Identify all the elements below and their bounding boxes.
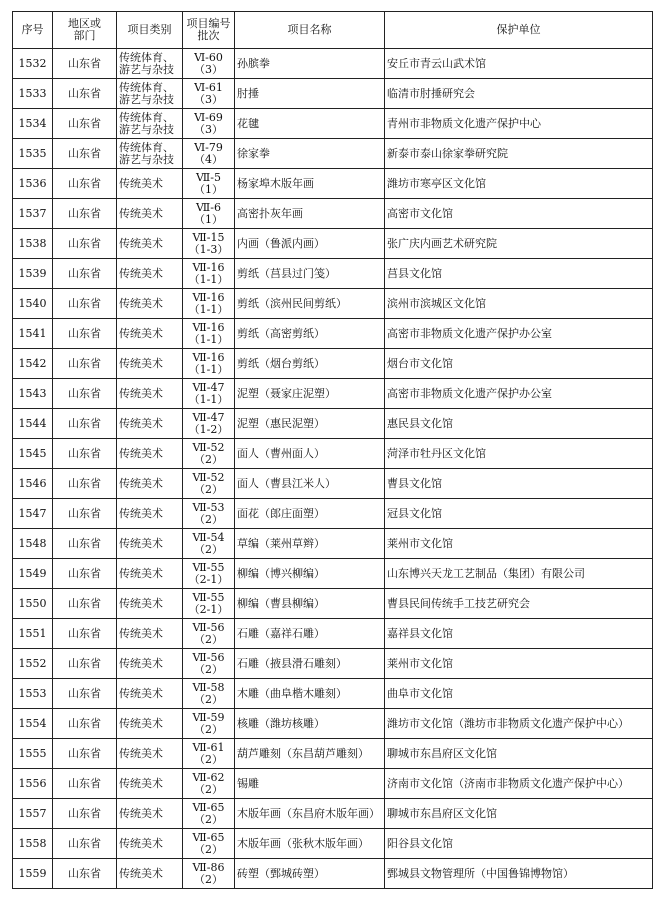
cell-code: Ⅶ-52 （2） xyxy=(183,439,235,469)
cell-category: 传统美术 xyxy=(117,289,183,319)
cell-code: Ⅶ-56 （2） xyxy=(183,619,235,649)
cell-region: 山东省 xyxy=(53,289,117,319)
cell-name: 泥塑（惠民泥塑） xyxy=(235,409,385,439)
table-row xyxy=(13,529,653,559)
cell-category: 传统体育、 游艺与杂技 xyxy=(117,139,183,169)
cell-category: 传统体育、 游艺与杂技 xyxy=(117,109,183,139)
header-unit: 保护单位 xyxy=(385,12,653,49)
cell-unit: 济南市文化馆（济南市非物质文化遗产保护中心） xyxy=(385,769,653,799)
cell-seq: 1553 xyxy=(13,679,53,709)
cell-name: 剪纸（烟台剪纸） xyxy=(235,349,385,379)
table-body xyxy=(13,49,653,889)
table-row xyxy=(13,199,653,229)
cell-name: 剪纸（滨州民间剪纸） xyxy=(235,289,385,319)
cell-region: 山东省 xyxy=(53,619,117,649)
cell-unit: 冠县文化馆 xyxy=(385,499,653,529)
cell-unit: 新泰市泰山徐家拳研究院 xyxy=(385,139,653,169)
table-row xyxy=(13,409,653,439)
cell-name: 高密扑灰年画 xyxy=(235,199,385,229)
cell-name: 柳编（博兴柳编） xyxy=(235,559,385,589)
cell-code: Ⅶ-6 （1） xyxy=(183,199,235,229)
cell-code: Ⅶ-65 （2） xyxy=(183,799,235,829)
cell-seq: 1557 xyxy=(13,799,53,829)
table-row xyxy=(13,79,653,109)
cell-name: 内画（鲁派内画） xyxy=(235,229,385,259)
cell-unit: 高密市非物质文化遗产保护办公室 xyxy=(385,379,653,409)
cell-seq: 1549 xyxy=(13,559,53,589)
cell-seq: 1558 xyxy=(13,829,53,859)
cell-seq: 1546 xyxy=(13,469,53,499)
cell-category: 传统美术 xyxy=(117,259,183,289)
cell-category: 传统美术 xyxy=(117,559,183,589)
cell-unit: 莒县文化馆 xyxy=(385,259,653,289)
cell-code: Ⅶ-61 （2） xyxy=(183,739,235,769)
cell-seq: 1536 xyxy=(13,169,53,199)
table-row xyxy=(13,499,653,529)
cell-category: 传统美术 xyxy=(117,319,183,349)
cell-code: Ⅶ-62 （2） xyxy=(183,769,235,799)
cell-region: 山东省 xyxy=(53,169,117,199)
cell-seq: 1559 xyxy=(13,859,53,889)
cell-category: 传统体育、 游艺与杂技 xyxy=(117,79,183,109)
table-header xyxy=(13,12,653,49)
cell-seq: 1534 xyxy=(13,109,53,139)
table-row xyxy=(13,109,653,139)
cell-category: 传统美术 xyxy=(117,349,183,379)
cell-category: 传统美术 xyxy=(117,799,183,829)
table-row xyxy=(13,169,653,199)
cell-unit: 惠民县文化馆 xyxy=(385,409,653,439)
cell-category: 传统美术 xyxy=(117,469,183,499)
cell-code: Ⅶ-52 （2） xyxy=(183,469,235,499)
cell-region: 山东省 xyxy=(53,109,117,139)
cell-unit: 聊城市东昌府区文化馆 xyxy=(385,739,653,769)
cell-name: 石雕（掖县滑石雕刻） xyxy=(235,649,385,679)
cell-unit: 青州市非物质文化遗产保护中心 xyxy=(385,109,653,139)
table-row xyxy=(13,379,653,409)
cell-unit: 张广庆内画艺术研究院 xyxy=(385,229,653,259)
cell-seq: 1542 xyxy=(13,349,53,379)
cell-region: 山东省 xyxy=(53,439,117,469)
cell-region: 山东省 xyxy=(53,349,117,379)
cell-seq: 1543 xyxy=(13,379,53,409)
cell-name: 柳编（曹县柳编） xyxy=(235,589,385,619)
cell-code: Ⅶ-5 （1） xyxy=(183,169,235,199)
cell-unit: 山东博兴天龙工艺制品（集团）有限公司 xyxy=(385,559,653,589)
cell-name: 孙膑拳 xyxy=(235,49,385,79)
cell-unit: 高密市文化馆 xyxy=(385,199,653,229)
cell-region: 山东省 xyxy=(53,649,117,679)
table-row xyxy=(13,829,653,859)
cell-category: 传统美术 xyxy=(117,499,183,529)
table-row xyxy=(13,589,653,619)
cell-seq: 1538 xyxy=(13,229,53,259)
cell-seq: 1555 xyxy=(13,739,53,769)
cell-region: 山东省 xyxy=(53,589,117,619)
cell-unit: 莱州市文化馆 xyxy=(385,529,653,559)
cell-unit: 嘉祥县文化馆 xyxy=(385,619,653,649)
cell-name: 木版年画（张秋木版年画） xyxy=(235,829,385,859)
cell-unit: 临清市肘捶研究会 xyxy=(385,79,653,109)
cell-unit: 潍坊市寒亭区文化馆 xyxy=(385,169,653,199)
header-category: 项目类别 xyxy=(117,12,183,49)
cell-code: Ⅶ-56 （2） xyxy=(183,649,235,679)
header-region: 地区或 部门 xyxy=(53,12,117,49)
cell-category: 传统美术 xyxy=(117,529,183,559)
table-row xyxy=(13,349,653,379)
cell-code: Ⅶ-16 （1-1） xyxy=(183,349,235,379)
cell-category: 传统美术 xyxy=(117,379,183,409)
cell-seq: 1551 xyxy=(13,619,53,649)
cell-seq: 1544 xyxy=(13,409,53,439)
cell-code: Ⅶ-16 （1-1） xyxy=(183,259,235,289)
cell-name: 泥塑（聂家庄泥塑） xyxy=(235,379,385,409)
table-row xyxy=(13,709,653,739)
cell-region: 山东省 xyxy=(53,679,117,709)
cell-region: 山东省 xyxy=(53,409,117,439)
cell-region: 山东省 xyxy=(53,379,117,409)
table-row xyxy=(13,799,653,829)
cell-category: 传统美术 xyxy=(117,169,183,199)
cell-unit: 阳谷县文化馆 xyxy=(385,829,653,859)
cell-name: 草编（莱州草辫） xyxy=(235,529,385,559)
cell-unit: 聊城市东昌府区文化馆 xyxy=(385,799,653,829)
cell-category: 传统美术 xyxy=(117,439,183,469)
cell-category: 传统美术 xyxy=(117,619,183,649)
cell-seq: 1554 xyxy=(13,709,53,739)
cell-category: 传统美术 xyxy=(117,229,183,259)
heritage-project-table xyxy=(12,11,653,889)
cell-category: 传统美术 xyxy=(117,769,183,799)
cell-code: Ⅶ-16 （1-1） xyxy=(183,319,235,349)
cell-name: 花毽 xyxy=(235,109,385,139)
cell-unit: 潍坊市文化馆（潍坊市非物质文化遗产保护中心） xyxy=(385,709,653,739)
cell-region: 山东省 xyxy=(53,829,117,859)
cell-seq: 1550 xyxy=(13,589,53,619)
cell-category: 传统美术 xyxy=(117,679,183,709)
cell-name: 面人（曹州面人） xyxy=(235,439,385,469)
cell-seq: 1532 xyxy=(13,49,53,79)
cell-code: Ⅵ-79 （4） xyxy=(183,139,235,169)
cell-name: 面花（郎庄面塑） xyxy=(235,499,385,529)
cell-category: 传统体育、 游艺与杂技 xyxy=(117,49,183,79)
cell-seq: 1533 xyxy=(13,79,53,109)
cell-name: 葫芦雕刻（东昌葫芦雕刻） xyxy=(235,739,385,769)
cell-category: 传统美术 xyxy=(117,859,183,889)
cell-code: Ⅵ-69 （3） xyxy=(183,109,235,139)
header-row xyxy=(13,12,653,49)
cell-category: 传统美术 xyxy=(117,829,183,859)
table-row xyxy=(13,739,653,769)
cell-region: 山东省 xyxy=(53,259,117,289)
cell-unit: 曹县民间传统手工技艺研究会 xyxy=(385,589,653,619)
table-row xyxy=(13,649,653,679)
cell-code: Ⅶ-58 （2） xyxy=(183,679,235,709)
cell-name: 面人（曹县江米人） xyxy=(235,469,385,499)
cell-region: 山东省 xyxy=(53,739,117,769)
header-code: 项目编号 批次 xyxy=(183,12,235,49)
table-row xyxy=(13,139,653,169)
cell-code: Ⅶ-55 （2-1） xyxy=(183,589,235,619)
cell-name: 木雕（曲阜楷木雕刻） xyxy=(235,679,385,709)
cell-seq: 1548 xyxy=(13,529,53,559)
cell-seq: 1541 xyxy=(13,319,53,349)
cell-name: 肘捶 xyxy=(235,79,385,109)
cell-code: Ⅶ-16 （1-1） xyxy=(183,289,235,319)
cell-name: 杨家埠木版年画 xyxy=(235,169,385,199)
cell-region: 山东省 xyxy=(53,139,117,169)
cell-unit: 莱州市文化馆 xyxy=(385,649,653,679)
cell-region: 山东省 xyxy=(53,229,117,259)
cell-unit: 高密市非物质文化遗产保护办公室 xyxy=(385,319,653,349)
cell-name: 木版年画（东昌府木版年画） xyxy=(235,799,385,829)
cell-code: Ⅶ-47 （1-1） xyxy=(183,379,235,409)
cell-code: Ⅵ-60 （3） xyxy=(183,49,235,79)
cell-name: 核雕（潍坊核雕） xyxy=(235,709,385,739)
cell-category: 传统美术 xyxy=(117,709,183,739)
header-seq: 序号 xyxy=(13,12,53,49)
header-name: 项目名称 xyxy=(235,12,385,49)
cell-region: 山东省 xyxy=(53,499,117,529)
cell-region: 山东省 xyxy=(53,709,117,739)
cell-name: 剪纸（高密剪纸） xyxy=(235,319,385,349)
table-row xyxy=(13,769,653,799)
cell-region: 山东省 xyxy=(53,79,117,109)
cell-category: 传统美术 xyxy=(117,199,183,229)
cell-name: 石雕（嘉祥石雕） xyxy=(235,619,385,649)
table-row xyxy=(13,229,653,259)
cell-region: 山东省 xyxy=(53,769,117,799)
cell-seq: 1547 xyxy=(13,499,53,529)
cell-unit: 菏泽市牡丹区文化馆 xyxy=(385,439,653,469)
cell-code: Ⅶ-53 （2） xyxy=(183,499,235,529)
table-row xyxy=(13,679,653,709)
table-row xyxy=(13,49,653,79)
cell-code: Ⅶ-59 （2） xyxy=(183,709,235,739)
cell-region: 山东省 xyxy=(53,469,117,499)
cell-region: 山东省 xyxy=(53,799,117,829)
cell-region: 山东省 xyxy=(53,319,117,349)
cell-seq: 1540 xyxy=(13,289,53,319)
cell-unit: 鄄城县文物管理所（中国鲁锦博物馆） xyxy=(385,859,653,889)
cell-code: Ⅶ-54 （2） xyxy=(183,529,235,559)
table-row xyxy=(13,259,653,289)
cell-unit: 曲阜市文化馆 xyxy=(385,679,653,709)
cell-code: Ⅶ-86 （2） xyxy=(183,859,235,889)
cell-category: 传统美术 xyxy=(117,589,183,619)
cell-unit: 滨州市滨城区文化馆 xyxy=(385,289,653,319)
cell-seq: 1535 xyxy=(13,139,53,169)
cell-name: 徐家拳 xyxy=(235,139,385,169)
cell-seq: 1556 xyxy=(13,769,53,799)
cell-category: 传统美术 xyxy=(117,739,183,769)
table-row xyxy=(13,859,653,889)
cell-region: 山东省 xyxy=(53,559,117,589)
table-row xyxy=(13,289,653,319)
cell-region: 山东省 xyxy=(53,49,117,79)
cell-name: 剪纸（莒县过门笺） xyxy=(235,259,385,289)
cell-region: 山东省 xyxy=(53,199,117,229)
cell-category: 传统美术 xyxy=(117,649,183,679)
cell-name: 锡雕 xyxy=(235,769,385,799)
cell-seq: 1537 xyxy=(13,199,53,229)
cell-unit: 烟台市文化馆 xyxy=(385,349,653,379)
cell-region: 山东省 xyxy=(53,529,117,559)
cell-code: Ⅶ-15 （1-3） xyxy=(183,229,235,259)
cell-seq: 1539 xyxy=(13,259,53,289)
cell-code: Ⅶ-55 （2-1） xyxy=(183,559,235,589)
table-row xyxy=(13,619,653,649)
table-row xyxy=(13,469,653,499)
table-row xyxy=(13,559,653,589)
cell-category: 传统美术 xyxy=(117,409,183,439)
cell-region: 山东省 xyxy=(53,859,117,889)
cell-code: Ⅶ-47 （1-2） xyxy=(183,409,235,439)
cell-unit: 曹县文化馆 xyxy=(385,469,653,499)
table-row xyxy=(13,439,653,469)
cell-unit: 安丘市青云山武术馆 xyxy=(385,49,653,79)
cell-code: Ⅵ-61 （3） xyxy=(183,79,235,109)
cell-seq: 1552 xyxy=(13,649,53,679)
cell-code: Ⅶ-65 （2） xyxy=(183,829,235,859)
cell-name: 砖塑（鄄城砖塑） xyxy=(235,859,385,889)
table-row xyxy=(13,319,653,349)
cell-seq: 1545 xyxy=(13,439,53,469)
